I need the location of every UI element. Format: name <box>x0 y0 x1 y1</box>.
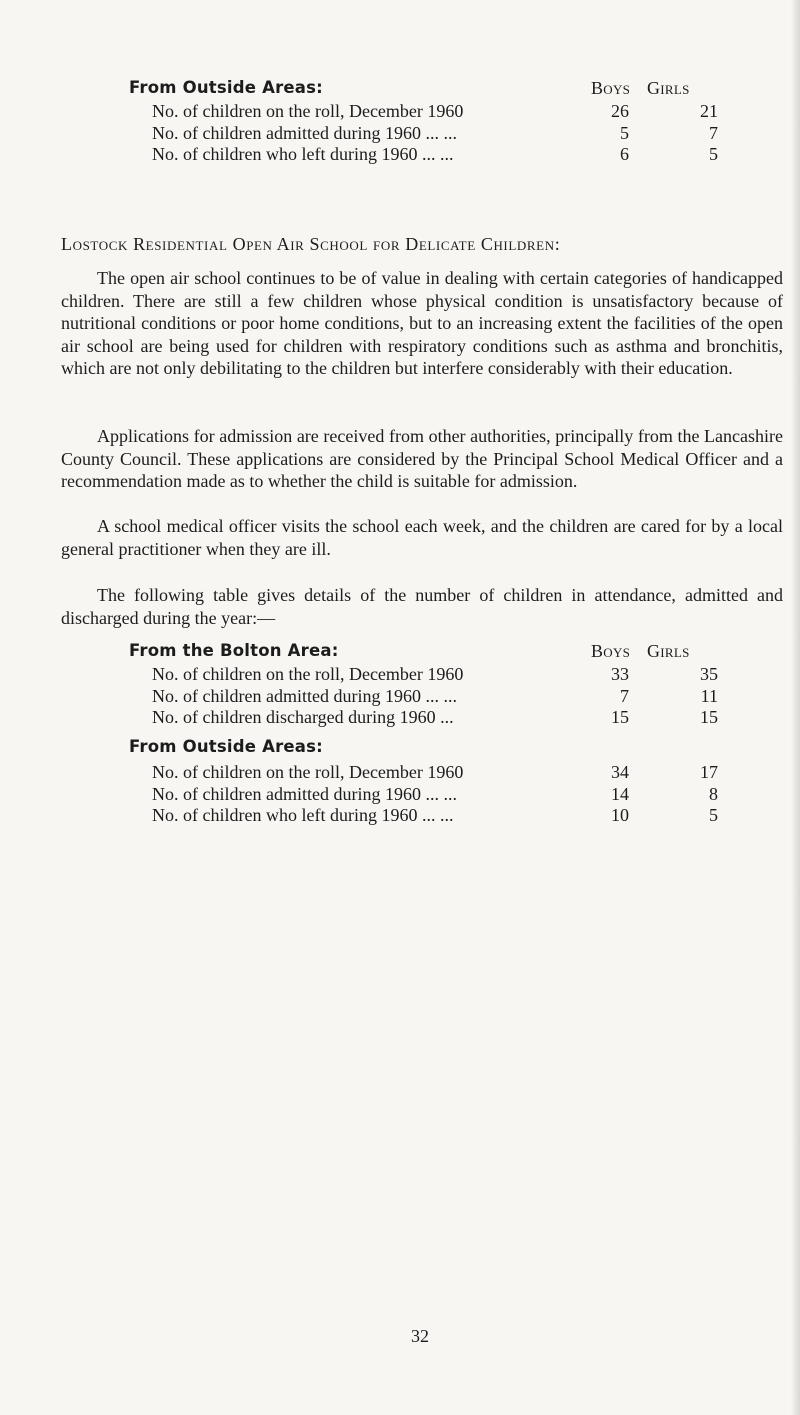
row-boys: 26 <box>611 101 629 121</box>
table-row <box>129 101 739 123</box>
table-title: From Outside Areas: <box>129 78 323 97</box>
row-label: No. of children admitted during 1960 ... ... <box>152 122 457 143</box>
table-row <box>129 707 739 729</box>
col-header-girls: Girls <box>647 78 690 98</box>
row-label: No. of children on the roll, December 1960 <box>152 664 464 684</box>
table-rows <box>129 664 739 729</box>
row-boys: 5 <box>620 122 629 143</box>
page-number: 32 <box>411 1326 429 1346</box>
row-label: No. of children who left during 1960 ... ... <box>152 805 454 825</box>
table-rows <box>129 762 739 827</box>
outside-areas-table-bottom <box>129 737 739 827</box>
table-header <box>129 641 739 664</box>
bolton-area-table <box>129 641 739 729</box>
row-girls: 11 <box>700 685 718 706</box>
table-row <box>129 762 739 784</box>
section-heading: Lostock Residential Open Air School for Delicate Children: <box>61 234 561 254</box>
table-header <box>129 737 739 762</box>
row-boys: 34 <box>611 762 629 782</box>
table-row <box>129 123 739 145</box>
row-girls: 5 <box>709 144 718 164</box>
page-edge-shadow <box>791 0 800 1415</box>
row-boys: 15 <box>611 707 629 727</box>
paragraph-1: The open air school continues to be of value in dealing with certain categories of handicapped children. There are still a few children whose physical condition is unsatisfactory because of nutritional conditions or poor home conditions, but to an increasing extent the facilities of the open air school are being used for children with respiratory conditions such as asthma and bronchitis, which are not only debilitating to the children but interfere considerably with their education. <box>61 268 783 378</box>
outside-areas-table-top <box>129 78 739 166</box>
paragraph-4: The following table gives details of the number of children in attendance, admitted and discharged during the year:— <box>61 585 783 628</box>
row-boys: 7 <box>620 685 629 706</box>
table-row <box>129 805 739 827</box>
paragraph-2: Applications for admission are received from other authorities, principally from the Lancashire County Council. These applications are considered by the Principal School Medical Officer and a recommendation made as to whether the child is suitable for admission. <box>61 426 783 491</box>
col-header-boys: Boys <box>591 641 631 661</box>
row-girls: 5 <box>709 805 718 825</box>
table-header <box>129 78 739 101</box>
row-label: No. of children discharged during 1960 ... <box>152 707 454 727</box>
table-title: From Outside Areas: <box>129 737 323 756</box>
row-girls: 8 <box>709 783 718 804</box>
row-girls: 15 <box>700 707 718 727</box>
row-girls: 35 <box>700 664 718 684</box>
col-header-girls: Girls <box>647 641 690 661</box>
row-boys: 14 <box>611 783 629 804</box>
table-row <box>129 144 739 166</box>
row-girls: 17 <box>700 762 718 782</box>
paragraph-3: A school medical officer visits the school each week, and the children are cared for by a local general practitioner when they are ill. <box>61 516 783 559</box>
col-header-boys: Boys <box>591 78 631 98</box>
table-row <box>129 686 739 708</box>
row-label: No. of children admitted during 1960 ... ... <box>152 783 457 804</box>
row-boys: 6 <box>620 144 629 164</box>
row-boys: 33 <box>611 664 629 684</box>
row-girls: 7 <box>709 122 718 143</box>
row-label: No. of children admitted during 1960 ... ... <box>152 685 457 706</box>
row-label: No. of children who left during 1960 ... ... <box>152 144 454 164</box>
row-girls: 21 <box>700 101 718 121</box>
row-boys: 10 <box>611 805 629 825</box>
table-title: From the Bolton Area: <box>129 641 339 660</box>
table-row <box>129 784 739 806</box>
row-label: No. of children on the roll, December 1960 <box>152 762 464 782</box>
table-rows <box>129 101 739 166</box>
table-row <box>129 664 739 686</box>
row-label: No. of children on the roll, December 1960 <box>152 101 464 121</box>
